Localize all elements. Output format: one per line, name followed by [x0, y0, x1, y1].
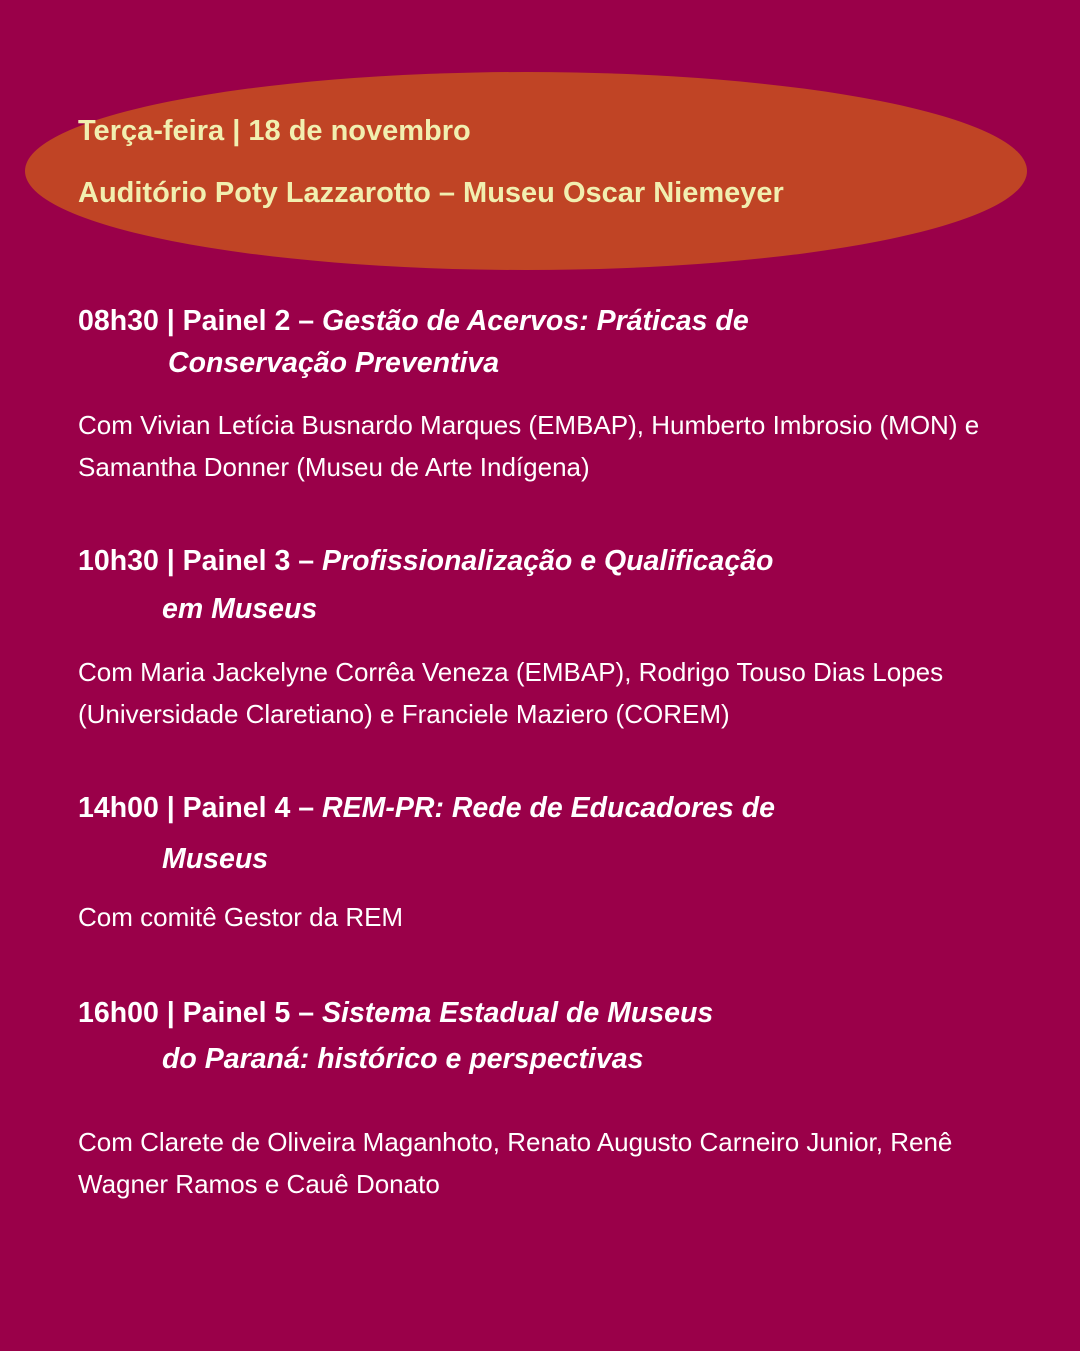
- session-topic-continued: Museus: [162, 842, 269, 875]
- session-painel-5: [78, 999, 1038, 1205]
- session-topic: REM-PR: Rede de Educadores de: [322, 792, 775, 824]
- session-speakers: Com Maria Jackelyne Corrêa Veneza (EMBAP), Rodrigo Touso Dias Lopes (Universidade Claretiano) e Franciele Maziero (COREM): [78, 657, 944, 729]
- session-painel-4: [78, 794, 1038, 938]
- event-date: Terça-feira | 18 de novembro: [78, 115, 471, 147]
- header-ellipse: [25, 72, 1027, 270]
- session-topic: Profissionalização e Qualificação: [322, 545, 774, 577]
- session-speakers: Com comitê Gestor da REM: [78, 902, 404, 932]
- session-topic: Gestão de Acervos: Práticas de: [322, 305, 749, 337]
- session-time-prefix: 14h00 | Painel 4 –: [78, 792, 323, 824]
- session-painel-3: [78, 547, 1038, 735]
- session-painel-2: [78, 307, 1038, 488]
- session-topic-continued: em Museus: [162, 592, 318, 625]
- session-time-prefix: 16h00 | Painel 5 –: [78, 997, 323, 1029]
- session-speakers: Com Clarete de Oliveira Maganhoto, Renato Augusto Carneiro Junior, Renê Wagner Ramos e Cauê Donato: [78, 1127, 953, 1199]
- session-time-prefix: 10h30 | Painel 3 –: [78, 545, 323, 577]
- session-title: [78, 547, 1038, 576]
- event-venue: Auditório Poty Lazzarotto – Museu Oscar Niemeyer: [78, 177, 784, 209]
- session-speakers: Com Vivian Letícia Busnardo Marques (EMBAP), Humberto Imbrosio (MON) e Samantha Donner (Museu de Arte Indígena): [78, 410, 980, 482]
- session-title: [78, 307, 1038, 336]
- session-title: [78, 794, 1038, 823]
- session-topic-continued: Conservação Preventiva: [168, 346, 500, 379]
- session-time-prefix: 08h30 | Painel 2 –: [78, 305, 323, 337]
- session-title: [78, 999, 1038, 1028]
- session-topic-continued: do Paraná: histórico e perspectivas: [162, 1042, 644, 1075]
- session-topic: Sistema Estadual de Museus: [322, 997, 714, 1029]
